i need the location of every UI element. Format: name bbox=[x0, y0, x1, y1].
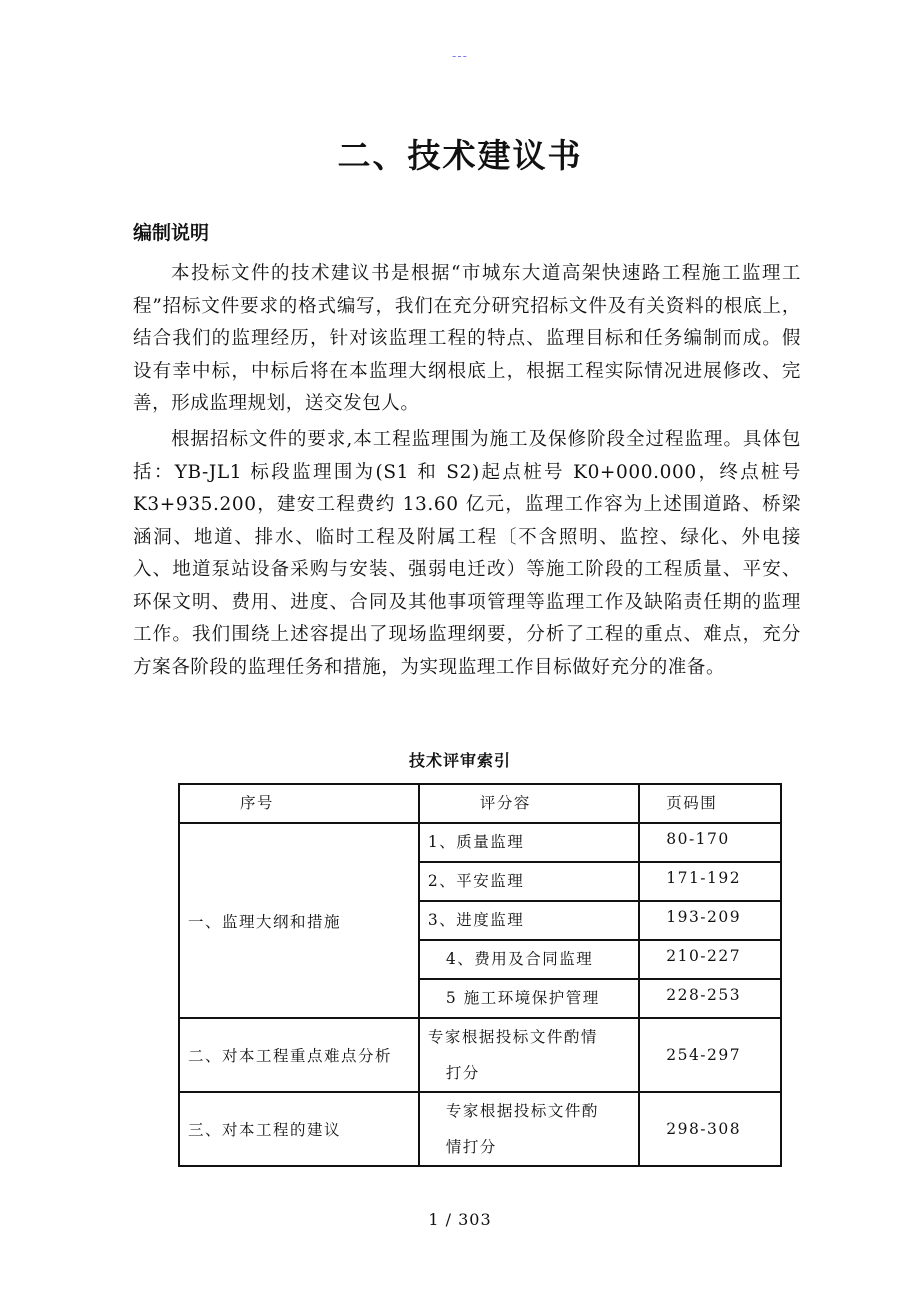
item-pages: 210-227 bbox=[639, 940, 781, 979]
row-pages: 254-297 bbox=[639, 1018, 781, 1092]
page-number: 1 / 303 bbox=[428, 1210, 492, 1229]
header-mark: --- bbox=[452, 49, 468, 63]
item-content: 3、进度监理 bbox=[419, 901, 639, 940]
item-content: 4、费用及合同监理 bbox=[419, 940, 639, 979]
row-content-line1: 专家根据投标文件酌 bbox=[445, 1102, 599, 1120]
paragraph-scope: 根据招标文件的要求,本工程监理围为施工及保修阶段全过程监理。具体包括：YB-JL1 标段监理围为(S1 和 S2)起点桩号 K0+000.000，终点桩号 K3+935.200，建安工程费约 13.60 亿元，监理工作容为上述围道路、桥梁涵洞、地道、排水、临时工程及附属工程〔不含照明、监控、绿化、外电接入、地道泵站设备采购与安装、强弱电迁改）等施工阶段的工程质量、平安、环保文明、费用、进度、合同及其他事项管理等监理工作及缺陷责任期的监理工作。我们围绕上述容提出了现场监理纲要，分析了工程的重点、难点，充分方案各阶段的监理任务和措施，为实现监理工作目标做好充分的准备。 bbox=[133, 429, 801, 678]
row-label: 三、对本工程的建议 bbox=[179, 1092, 419, 1166]
row-label: 二、对本工程重点难点分析 bbox=[179, 1018, 419, 1092]
table-header-row bbox=[179, 784, 781, 823]
row-content bbox=[419, 1018, 639, 1092]
header-sequence: 序号 bbox=[179, 784, 419, 823]
paragraph-intro: 本投标文件的技术建议书是根据“市城东大道高架快速路工程施工监理工程”招标文件要求的格式编写，我们在充分研究招标文件及有关资料的根底上，结合我们的监理经历，针对该监理工程的特点、监理目标和任务编制而成。假设有幸中标，中标后将在本监理大纲根底上，根据工程实际情况进展修改、完善，形成监理规划，送交发包人。 bbox=[133, 263, 801, 414]
table-row bbox=[179, 1018, 781, 1092]
item-content: 2、平安监理 bbox=[419, 862, 639, 901]
technical-review-index-table bbox=[178, 783, 782, 1167]
item-pages: 228-253 bbox=[639, 979, 781, 1018]
item-pages: 193-209 bbox=[639, 901, 781, 940]
section-heading: 编制说明 bbox=[133, 222, 210, 244]
row-content-line2: 情打分 bbox=[445, 1138, 497, 1156]
table-row bbox=[179, 1092, 781, 1166]
header-page-range: 页码围 bbox=[639, 784, 781, 823]
row-content-line1: 专家根据投标文件酌情 bbox=[427, 1028, 598, 1046]
row-content bbox=[419, 1092, 639, 1166]
table-caption: 技术评审索引 bbox=[408, 751, 511, 770]
row-pages: 298-308 bbox=[639, 1092, 781, 1166]
row-content-line2: 打分 bbox=[445, 1064, 480, 1082]
item-pages: 80-170 bbox=[639, 823, 781, 862]
page-title: 二、技术建议书 bbox=[337, 136, 583, 175]
item-content: 5 施工环境保护管理 bbox=[419, 979, 639, 1018]
item-pages: 171-192 bbox=[639, 862, 781, 901]
item-content: 1、质量监理 bbox=[419, 823, 639, 862]
table-row bbox=[179, 823, 781, 862]
group-label: 一、监理大纲和措施 bbox=[179, 823, 419, 1018]
header-content: 评分容 bbox=[419, 784, 639, 823]
